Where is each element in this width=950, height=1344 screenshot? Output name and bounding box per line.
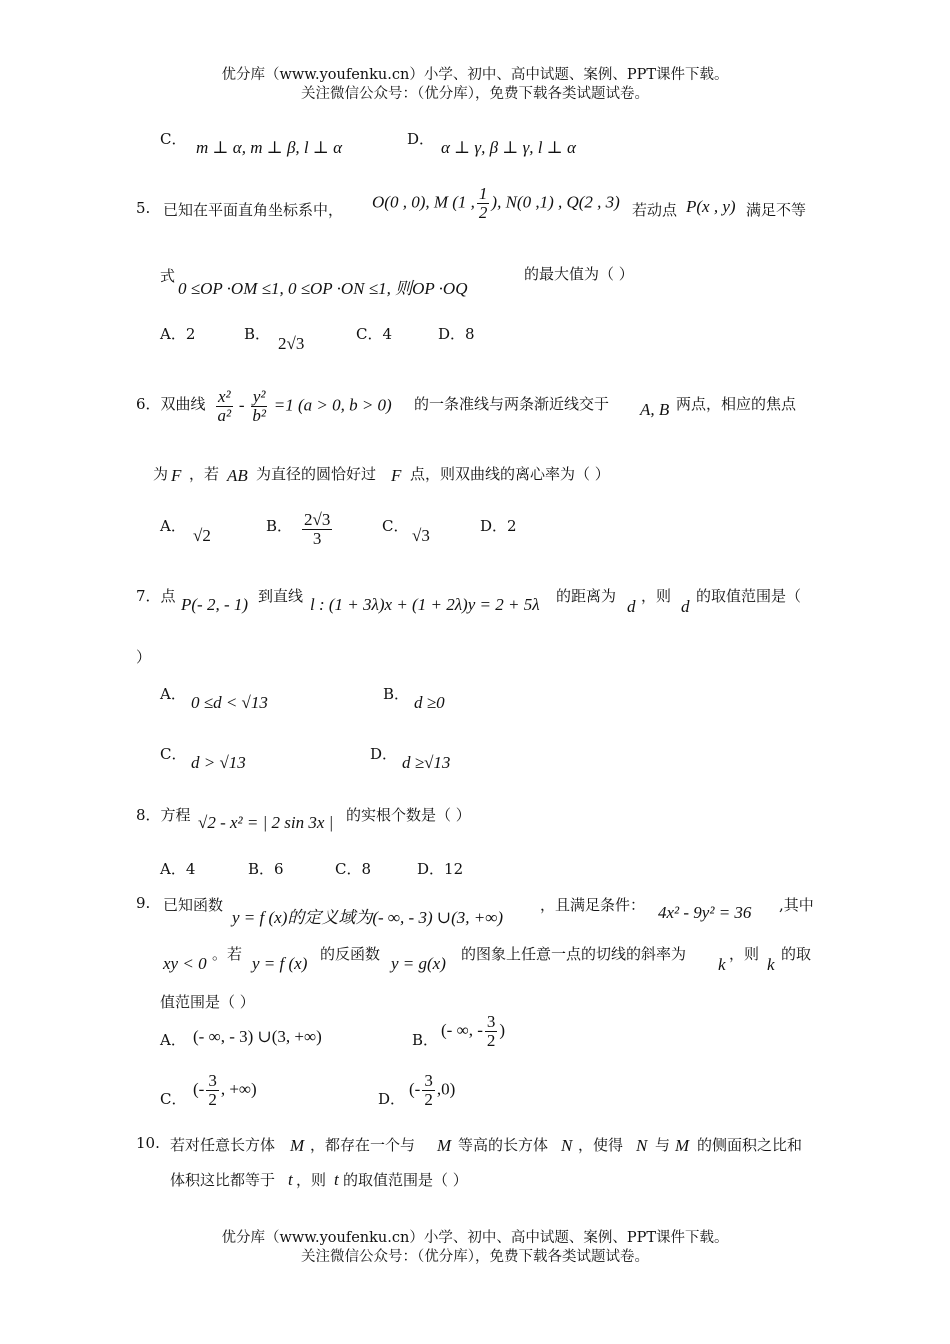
q10-text-4: ，使得 <box>578 1136 624 1154</box>
q10-m: M <box>290 1136 305 1155</box>
q10-t-2: t <box>334 1170 339 1189</box>
q6-text-2: 两点，相应的焦点 <box>676 395 797 413</box>
q9-text-8: 的取 <box>781 945 812 963</box>
q6-hyperbola <box>214 388 392 425</box>
q10-text-5: 与 <box>655 1136 671 1154</box>
q10-text-3: 等高的长方体 <box>458 1136 549 1154</box>
q4-option-d: α ⊥ γ, β ⊥ γ, l ⊥ α <box>441 138 576 157</box>
q6-b2: b² <box>252 406 266 425</box>
q6-option-b-num: 2√3 <box>304 510 331 529</box>
header-line-2: 关注微信公众号：（优分库），免费下载各类试题试卷。 <box>301 86 649 102</box>
q6-line2-a: 为 <box>153 465 169 483</box>
q10-m-2: M <box>437 1136 452 1155</box>
q7-text-1: 到直线 <box>258 587 304 605</box>
q5-points <box>372 185 620 222</box>
footer-line-1: 优分库（www.youfenku.cn）小学、初中、高中试题、案例、PPT课件下载。 <box>221 1230 729 1246</box>
q9-option-b-num: 3 <box>486 1012 496 1031</box>
q5-points-a: O(0 , 0), M (1 , <box>372 192 475 212</box>
q9-option-a: (- ∞, - 3) ∪(3, +∞) <box>193 1027 322 1046</box>
q9-text-2: ，且满足条件： <box>540 896 646 914</box>
q9-xy: xy < 0 <box>163 954 207 973</box>
q6-focus-f-2: F <box>391 466 402 485</box>
q9-text-1: 已知函数 <box>163 896 224 914</box>
q6-ab: A, B <box>640 400 670 419</box>
q9-fx: y = f (x) <box>252 954 308 973</box>
q9-option-c-num: 3 <box>208 1071 217 1090</box>
q9-option-c-a: (- <box>193 1079 205 1099</box>
q5-option-c: C．4 <box>356 325 393 343</box>
q10-text-1: 若对任意长方体 <box>170 1136 276 1154</box>
q9-option-c <box>193 1072 257 1109</box>
q6-option-b-frac <box>302 511 332 548</box>
q9-k-2: k <box>767 955 775 974</box>
q8-option-b: B．6 <box>248 860 284 878</box>
q8-option-c: C．8 <box>335 860 372 878</box>
q7-line-l: l : (1 + 3λ)x + (1 + 2λ)y = 2 + 5λ <box>310 595 540 614</box>
q6-text-1: 的一条准线与两条渐近线交于 <box>414 395 610 413</box>
q7-d: d <box>627 597 636 616</box>
q10-text-6: 的侧面积之比和 <box>697 1136 803 1154</box>
q9-option-d-label: D． <box>378 1090 406 1108</box>
q6-line2-b: ，若 <box>189 465 220 483</box>
q9-option-b-frac <box>485 1013 498 1050</box>
q5-number: 5. <box>136 199 151 217</box>
q10-n: N <box>561 1136 573 1155</box>
header-line-1: 优分库（www.youfenku.cn）小学、初中、高中试题、案例、PPT课件下载。 <box>221 67 729 83</box>
q9-line3: 值范围是（ ） <box>160 993 255 1011</box>
q9-k: k <box>718 955 726 974</box>
q9-option-a-label: A． <box>160 1031 186 1049</box>
q6-line2-d: 点，则双曲线的离心率为（ ） <box>410 465 610 483</box>
q7-point-p: P(- 2, - 1) <box>181 595 249 614</box>
q9-condition: 4x² - 9y² = 36 <box>658 903 752 922</box>
q6-frac-y <box>251 388 268 425</box>
q7-option-d: d ≥√13 <box>402 753 451 772</box>
q8-option-d: D．12 <box>417 860 464 878</box>
q9-gx: y = g(x) <box>391 954 446 973</box>
q9-number: 9. <box>136 894 151 912</box>
q5-text-3: 满足不等 <box>746 201 807 219</box>
q10-n-2: N <box>636 1136 648 1155</box>
q5-points-b: ), N(0 ,1) , Q(2 , 3) <box>491 192 620 212</box>
q9-domain: y = f (x)的定义域为(- ∞, - 3) ∪(3, +∞) <box>232 908 504 927</box>
q5-point-p: P(x , y) <box>686 197 736 216</box>
q5-option-b-label: B． <box>244 325 271 343</box>
q9-option-d-num: 3 <box>424 1071 433 1090</box>
q6-segment-ab: AB <box>227 466 248 485</box>
q9-option-c-den: 2 <box>208 1090 217 1109</box>
q9-option-b-b: ) <box>499 1020 506 1040</box>
q6-frac-x <box>216 388 233 425</box>
q9-option-c-frac <box>206 1072 219 1109</box>
q9-option-b <box>441 1013 505 1050</box>
q8-text: 的实根个数是（ ） <box>346 806 471 824</box>
q7-number: 7．点 <box>136 587 176 605</box>
q6-option-a: √2 <box>193 526 211 545</box>
q10-line2-b: ，则 <box>296 1171 327 1189</box>
q9-option-c-b: , +∞) <box>220 1079 257 1099</box>
q7-text-3: ，则 <box>641 587 672 605</box>
q9-text-5: 的反函数 <box>320 945 381 963</box>
q5-text-1: 已知在平面直角坐标系中， <box>163 201 344 219</box>
q9-option-c-label: C． <box>160 1090 187 1108</box>
footer-line-2: 关注微信公众号：（优分库），免费下载各类试题试卷。 <box>301 1249 649 1265</box>
q6-x2: x² <box>218 387 231 406</box>
q7-option-c: d > √13 <box>191 753 246 772</box>
q7-option-a: 0 ≤d < √13 <box>191 693 268 712</box>
q10-number: 10. <box>136 1134 160 1152</box>
q10-m-3: M <box>675 1136 690 1155</box>
q7-close: ） <box>136 648 152 666</box>
q5-inequality: 0 ≤OP ·OM ≤1, 0 ≤OP ·ON ≤1, 则OP ·OQ <box>178 279 468 298</box>
q6-number: 6．双曲线 <box>136 395 206 413</box>
q10-line2-a: 体积这比都等于 <box>170 1171 276 1189</box>
q7-text-2: 的距离为 <box>556 587 617 605</box>
q9-text-3: ,其中 <box>779 896 814 914</box>
q5-half-den: 2 <box>478 203 488 222</box>
q8-option-a: A．4 <box>160 860 196 878</box>
q9-option-d <box>409 1072 455 1109</box>
q7-text-4: 的取值范围是（ <box>696 587 802 605</box>
q7-option-d-label: D． <box>370 745 398 763</box>
q5-text-2: 若动点 <box>632 201 678 219</box>
q7-option-c-label: C． <box>160 745 187 763</box>
q9-option-b-label: B． <box>412 1031 439 1049</box>
q6-option-c: √3 <box>412 526 430 545</box>
q6-option-b-label: B． <box>266 517 293 535</box>
q6-focus-f: F <box>171 466 182 485</box>
q10-line2-c: 的取值范围是（ ） <box>343 1171 468 1189</box>
q5-option-a: A．2 <box>160 325 196 343</box>
q6-minus: - <box>238 395 245 415</box>
q10-text-2: ，都存在一个与 <box>310 1136 416 1154</box>
q5-half-num: 1 <box>478 184 488 203</box>
q9-option-b-den: 2 <box>486 1031 496 1050</box>
q6-condition: =1 (a > 0, b > 0) <box>273 395 392 415</box>
q7-d-2: d <box>681 597 690 616</box>
q7-option-a-label: A． <box>160 685 186 703</box>
q6-option-c-label: C． <box>382 517 409 535</box>
q6-option-b-den: 3 <box>312 529 322 548</box>
q6-option-b <box>300 511 334 548</box>
q9-text-7: ，则 <box>729 945 760 963</box>
q8-number: 8．方程 <box>136 806 191 824</box>
q4-option-d-label: D． <box>407 130 435 148</box>
q9-option-b-a: (- ∞, - <box>441 1020 483 1040</box>
q5-line2-suffix: 的最大值为（ ） <box>524 265 634 283</box>
q6-line2-c: 为直径的圆恰好过 <box>256 465 377 483</box>
q5-option-b: 2√3 <box>278 334 305 353</box>
q9-text-6: 的图象上任意一点的切线的斜率为 <box>461 945 687 963</box>
q8-equation: √2 - x² = | 2 sin 3x | <box>198 813 334 832</box>
q7-option-b: d ≥0 <box>414 693 445 712</box>
q5-fraction-half <box>477 185 490 222</box>
q4-option-c-label: C． <box>160 130 187 148</box>
q9-option-d-frac <box>422 1072 435 1109</box>
q9-option-d-b: ,0) <box>436 1079 456 1099</box>
q9-text-4: 。若 <box>212 945 243 963</box>
q7-option-b-label: B． <box>383 685 410 703</box>
q6-a2: a² <box>217 406 232 425</box>
q4-option-c: m ⊥ α, m ⊥ β, l ⊥ α <box>196 138 343 157</box>
q6-y2: y² <box>252 387 266 406</box>
q10-t: t <box>288 1170 293 1189</box>
q6-option-d: D．2 <box>480 517 517 535</box>
q5-line2-prefix: 式 <box>160 267 176 285</box>
q5-option-d: D．8 <box>438 325 475 343</box>
q6-option-a-label: A． <box>160 517 186 535</box>
q9-option-d-a: (- <box>409 1079 421 1099</box>
q9-option-d-den: 2 <box>424 1090 433 1109</box>
